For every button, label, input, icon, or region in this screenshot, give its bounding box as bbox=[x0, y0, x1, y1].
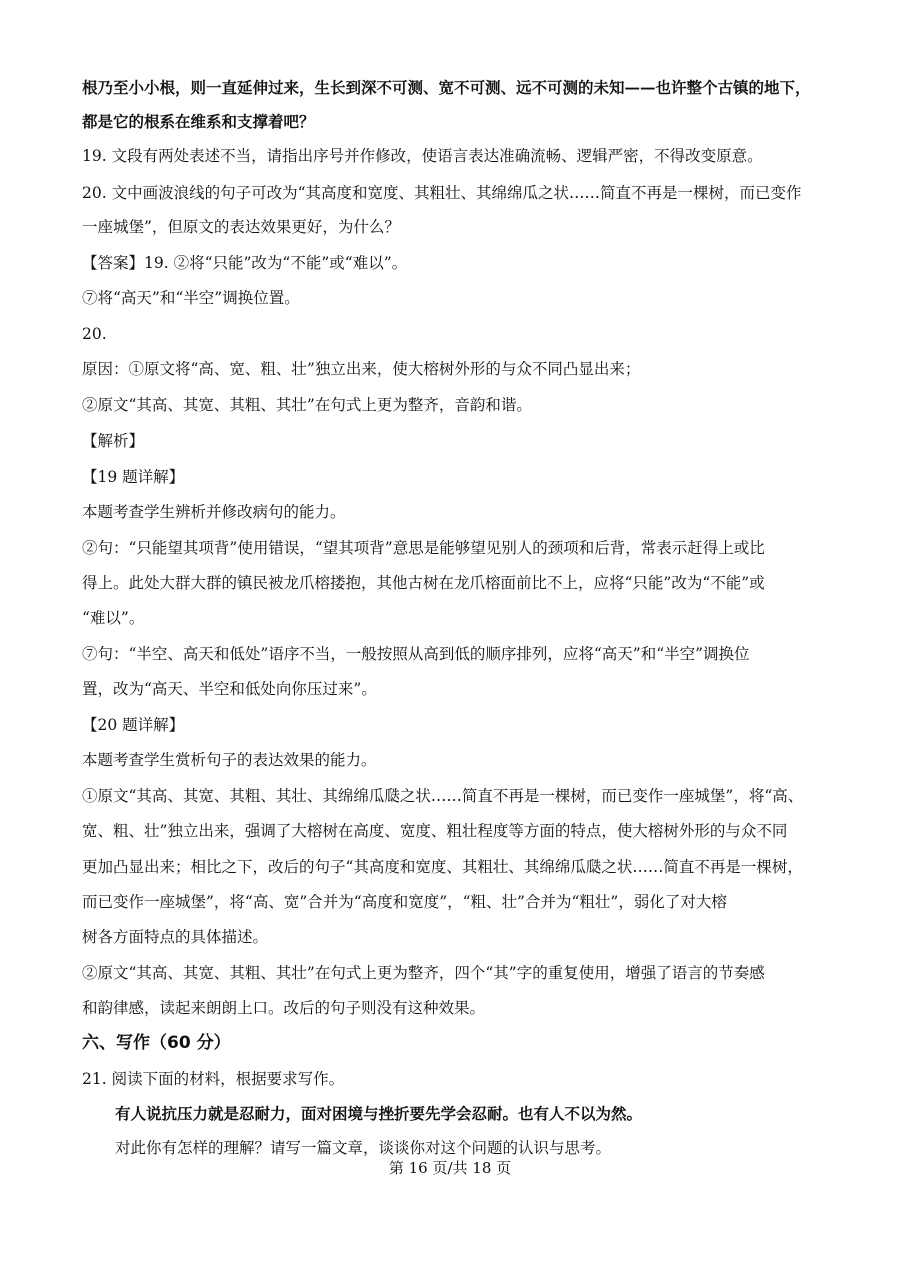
analysis-line: ①原文“其高、其宽、其粗、其壮、其绵绵瓜瓞之状……简直不再是一棵树，而已变作一座城堡”，将“高、 bbox=[82, 787, 804, 805]
question-21: 21. 阅读下面的材料，根据要求写作。 bbox=[82, 1070, 345, 1088]
passage-line: 都是它的根系在维系和支撑着吧？ bbox=[82, 112, 315, 131]
question-19: 19. 文段有两处表述不当，请指出序号并作修改，使语言表达准确流畅、逻辑严密，不得改变原意。 bbox=[82, 147, 763, 165]
analysis-line: “难以”。 bbox=[82, 609, 145, 627]
analysis-line: 更加凸显出来；相比之下，改后的句子“其高度和宽度、其粗壮、其绵绵瓜瓞之状……简直不再是一棵树， bbox=[82, 858, 803, 876]
answer-line: 原因：①原文将“高、宽、粗、壮”独立出来，使大榕树外形的与众不同凸显出来； bbox=[82, 360, 641, 378]
analysis-line: 本题考查学生赏析句子的表达效果的能力。 bbox=[82, 751, 377, 769]
detail-20-heading: 【20 题详解】 bbox=[82, 716, 185, 734]
analysis-line: 树各方面特点的具体描述。 bbox=[82, 928, 269, 946]
analysis-line: 置，改为“高天、半空和低处向你压过来”。 bbox=[82, 680, 377, 698]
answer-label: 【答案】19. ②将“只能”改为“不能”或“难以”。 bbox=[82, 254, 408, 272]
analysis-line: ②句：“只能望其项背”使用错误，“望其项背”意思是能够望见别人的颈项和后背，常表示赶得上或比 bbox=[82, 539, 765, 557]
passage-line: 根乃至小小根，则一直延伸过来，生长到深不可测、宽不可测、远不可测的未知——也许整个古镇的地下， bbox=[82, 78, 811, 97]
question-20: 20. 文中画波浪线的句子可改为“其高度和宽度、其粗壮、其绵绵瓜之状……简直不再是一棵树，而已变作 bbox=[82, 184, 802, 202]
question-20-cont: 一座城堡”，但原文的表达效果更好，为什么？ bbox=[82, 218, 400, 236]
analysis-line: 本题考查学生辨析并修改病句的能力。 bbox=[82, 503, 346, 521]
analysis-label: 【解析】 bbox=[82, 432, 145, 450]
analysis-line: 而已变作一座城堡”，将“高、宽”合并为“高度和宽度”，“粗、壮”合并为“粗壮”，弱化了对大榕 bbox=[82, 893, 727, 911]
page-footer: 第 16 页/共 18 页 bbox=[388, 1159, 512, 1177]
analysis-line: 和韵律感，读起来朗朗上口。改后的句子则没有这种效果。 bbox=[82, 999, 486, 1017]
answer-line: ⑦将“高天”和“半空”调换位置。 bbox=[82, 289, 300, 307]
analysis-line: ②原文“其高、其宽、其粗、其壮”在句式上更为整齐，四个“其”字的重复使用，增强了语言的节奏感 bbox=[82, 964, 765, 982]
detail-19-heading: 【19 题详解】 bbox=[82, 468, 185, 486]
writing-prompt: 对此你有怎样的理解？请写一篇文章，谈谈你对这个问题的认识与思考。 bbox=[115, 1139, 612, 1157]
section-title: 六、写作（60 分） bbox=[82, 1033, 231, 1053]
analysis-line: 得上。此处大群大群的镇民被龙爪榕搂抱，其他古树在龙爪榕面前比不上，应将“只能”改为“不能”或 bbox=[82, 574, 765, 592]
analysis-line: ⑦句：“半空、高天和低处”语序不当，一般按照从高到低的顺序排列，应将“高天”和“半空”调换位 bbox=[82, 645, 750, 663]
writing-material: 有人说抗压力就是忍耐力，面对困境与挫折要先学会忍耐。也有人不以为然。 bbox=[115, 1104, 643, 1123]
answer-line: 20. bbox=[82, 325, 107, 343]
analysis-line: 宽、粗、壮”独立出来，强调了大榕树在高度、宽度、粗壮程度等方面的特点，使大榕树外形的与众不同 bbox=[82, 822, 788, 840]
answer-line: ②原文“其高、其宽、其粗、其壮”在句式上更为整齐，音韵和谐。 bbox=[82, 396, 532, 414]
